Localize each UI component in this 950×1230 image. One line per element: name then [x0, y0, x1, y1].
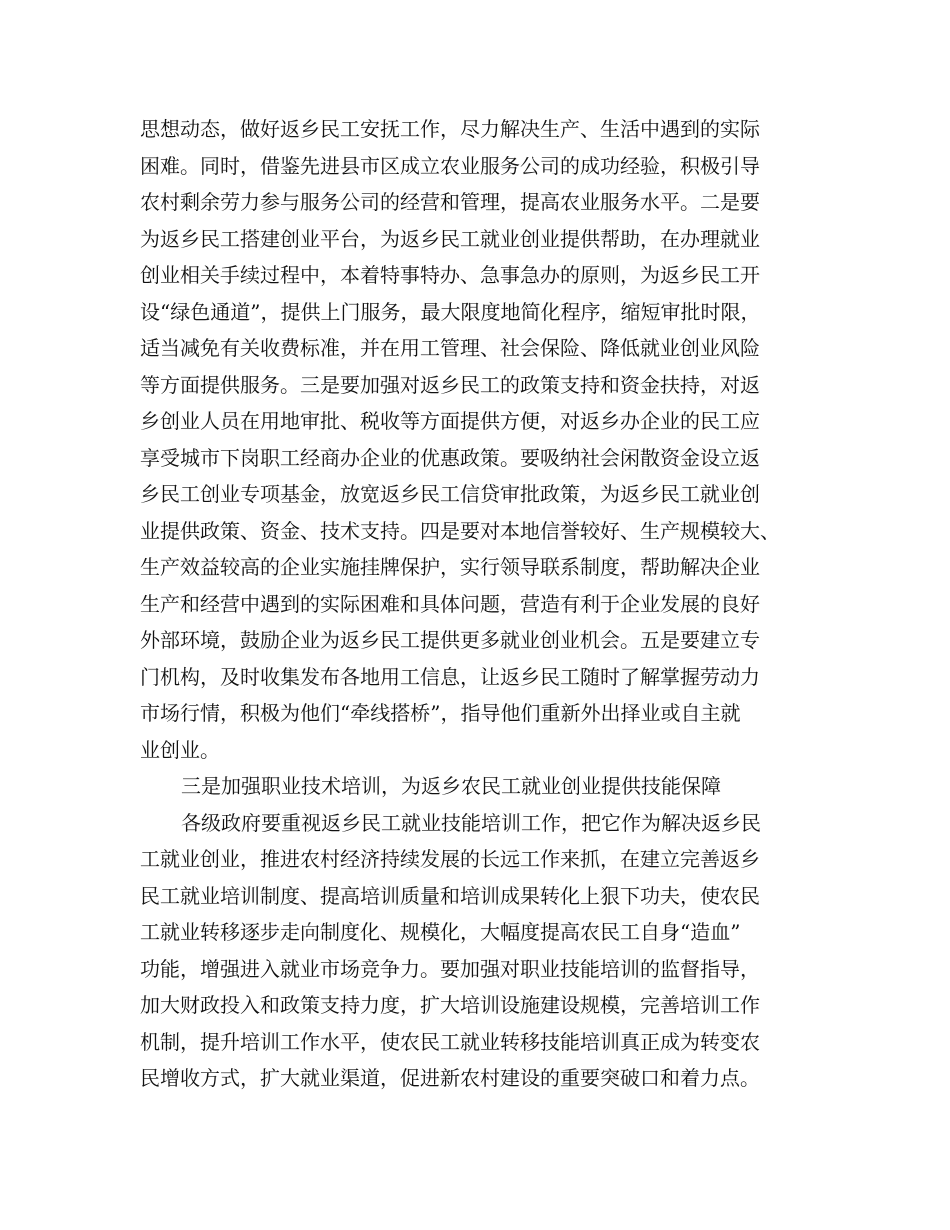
text-line: 门机构，及时收集发布各地用工信息，让返乡民工随时了解掌握劳动力 — [140, 664, 760, 689]
text-line: 各级政府要重视返乡民工就业技能培训工作，把它作为解决返乡民 — [181, 810, 761, 835]
text-line: 乡创业人员在用地审批、税收等方面提供方便，对返乡办企业的民工应 — [140, 409, 760, 433]
text-line: 思想动态，做好返乡民工安抚工作，尽力解决生产、生活中遇到的实际 — [140, 117, 760, 141]
text-line: 等方面提供服务。三是要加强对返乡民工的政策支持和资金扶持，对返 — [140, 372, 760, 397]
text-line: 工就业创业，推进农村经济持续发展的长远工作来抓，在建立完善返乡 — [140, 847, 760, 871]
text-line: 民增收方式，扩大就业渠道，促进新农村建设的重要突破口和着力点。 — [140, 1066, 760, 1090]
text-line: 享受城市下岗职工经商办企业的优惠政策。要吸纳社会闲散资金设立返 — [140, 445, 760, 470]
text-line: 乡民工创业专项基金，放宽返乡民工信贷审批政策，为返乡民工就业创 — [140, 482, 760, 506]
text-line: 生产和经营中遇到的实际困难和具体问题，营造有利于企业发展的良好 — [140, 591, 760, 616]
text-line: 功能，增强进入就业市场竞争力。要加强对职业技能培训的监督指导， — [140, 956, 760, 981]
text-line: 民工就业培训制度、提高培训质量和培训成果转化上狠下功夫，使农民 — [140, 883, 760, 908]
text-line: 外部环境，鼓励企业为返乡民工提供更多就业创业机会。五是要建立专 — [140, 628, 760, 652]
text-line: 为返乡民工搭建创业平台，为返乡民工就业创业提供帮助，在办理就业 — [140, 226, 760, 251]
text-line: 工就业转移逐步走向制度化、规模化，大幅度提高农民工自身“造血” — [140, 920, 741, 944]
text-line: 机制，提升培训工作水平，使农民工就业转移技能培训真正成为转变农 — [140, 1029, 760, 1054]
text-line: 困难。同时，借鉴先进县市区成立农业服务公司的成功经验，积极引导 — [140, 153, 760, 178]
text-line: 创业相关手续过程中，本着特事特办、急事急办的原则，为返乡民工开 — [140, 263, 760, 287]
text-line: 适当减免有关收费标准，并在用工管理、社会保险、降低就业创业风险 — [140, 336, 760, 360]
text-line: 业提供政策、资金、技术支持。四是要对本地信誉较好、生产规模较大、 — [140, 518, 780, 543]
text-line: 设“绿色通道”，提供上门服务，最大限度地简化程序，缩短审批时限， — [140, 299, 761, 324]
text-line: 生产效益较高的企业实施挂牌保护，实行领导联系制度，帮助解决企业 — [140, 555, 760, 579]
text-line: 业创业。 — [140, 737, 220, 762]
text-line: 加大财政投入和政策支持力度，扩大培训设施建设规模，完善培训工作 — [140, 993, 760, 1017]
text-line: 市场行情，积极为他们“牵线搭桥”，指导他们重新外出择业或自主就 — [140, 701, 741, 725]
text-line: 农村剩余劳力参与服务公司的经营和管理，提高农业服务水平。二是要 — [140, 190, 760, 214]
section-heading: 三是加强职业技术培训，为返乡农民工就业创业提供技能保障 — [181, 774, 721, 798]
document-body — [140, 111, 820, 1097]
